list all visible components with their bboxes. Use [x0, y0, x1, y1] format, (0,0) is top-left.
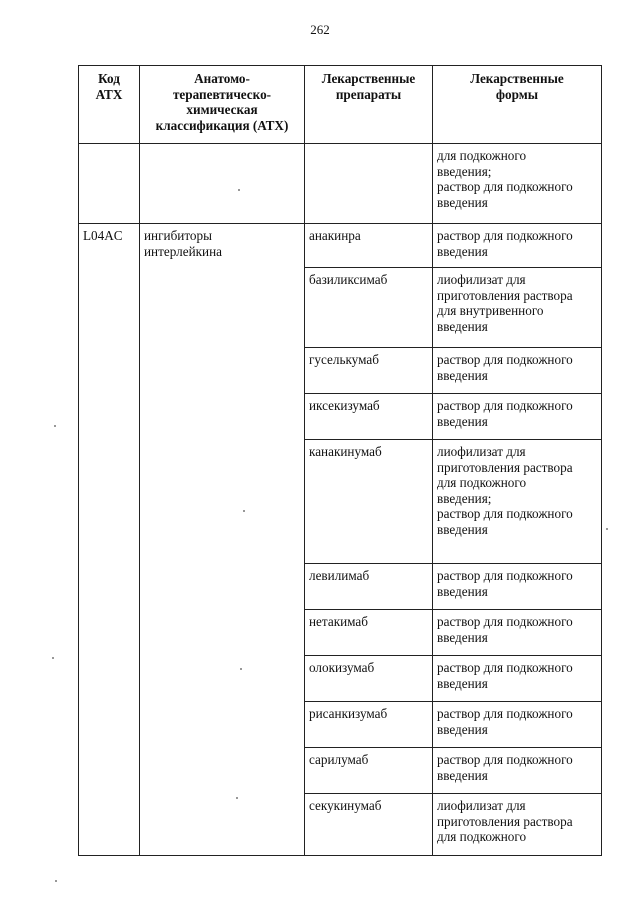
drug-name-cell: левилимаб [305, 564, 433, 610]
drug-name-cell: секукинумаб [305, 794, 433, 856]
header-code: Код АТХ [79, 66, 140, 144]
dosage-form-cell: лиофилизат для приготовления раствора для подкожного введения; раствор для подкожного введения [433, 440, 602, 564]
header-forms: Лекарственные формы [433, 66, 602, 144]
atx-code-cell: L04AC [79, 224, 140, 856]
drug-name-cell: базиликсимаб [305, 268, 433, 348]
continued-classification-cell [140, 144, 305, 224]
drug-name-cell: анакинра [305, 224, 433, 268]
continued-drug-cell [305, 144, 433, 224]
dosage-form-cell: раствор для подкожного введения [433, 610, 602, 656]
dosage-form-cell: раствор для подкожного введения [433, 348, 602, 394]
drug-name-cell: гуселькумаб [305, 348, 433, 394]
continued-form-cell: для подкожного введения; раствор для подкожного введения [433, 144, 602, 224]
dosage-form-cell: лиофилизат для приготовления раствора для подкожного [433, 794, 602, 856]
page-number: 262 [310, 22, 330, 37]
drug-name-cell: рисанкизумаб [305, 702, 433, 748]
atx-drug-table [78, 65, 602, 856]
dosage-form-cell: раствор для подкожного введения [433, 656, 602, 702]
drug-name-cell: нетакимаб [305, 610, 433, 656]
dosage-form-cell: раствор для подкожного введения [433, 564, 602, 610]
atx-classification-cell: ингибиторы интерлейкина [140, 224, 305, 856]
drug-name-cell: иксекизумаб [305, 394, 433, 440]
dosage-form-cell: раствор для подкожного введения [433, 394, 602, 440]
dosage-form-cell: раствор для подкожного введения [433, 748, 602, 794]
dosage-form-cell: раствор для подкожного введения [433, 224, 602, 268]
header-drugs: Лекарственные препараты [305, 66, 433, 144]
drug-name-cell: олокизумаб [305, 656, 433, 702]
header-classification: Анатомо- терапевтическо- химическая классификация (АТХ) [140, 66, 305, 144]
dosage-form-cell: лиофилизат для приготовления раствора для внутривенного введения [433, 268, 602, 348]
drug-name-cell: сарилумаб [305, 748, 433, 794]
table-body [79, 144, 602, 856]
drug-name-cell: канакинумаб [305, 440, 433, 564]
table-row [79, 224, 602, 268]
continued-row [79, 144, 602, 224]
table-header-row [79, 66, 602, 144]
continued-code-cell [79, 144, 140, 224]
dosage-form-cell: раствор для подкожного введения [433, 702, 602, 748]
